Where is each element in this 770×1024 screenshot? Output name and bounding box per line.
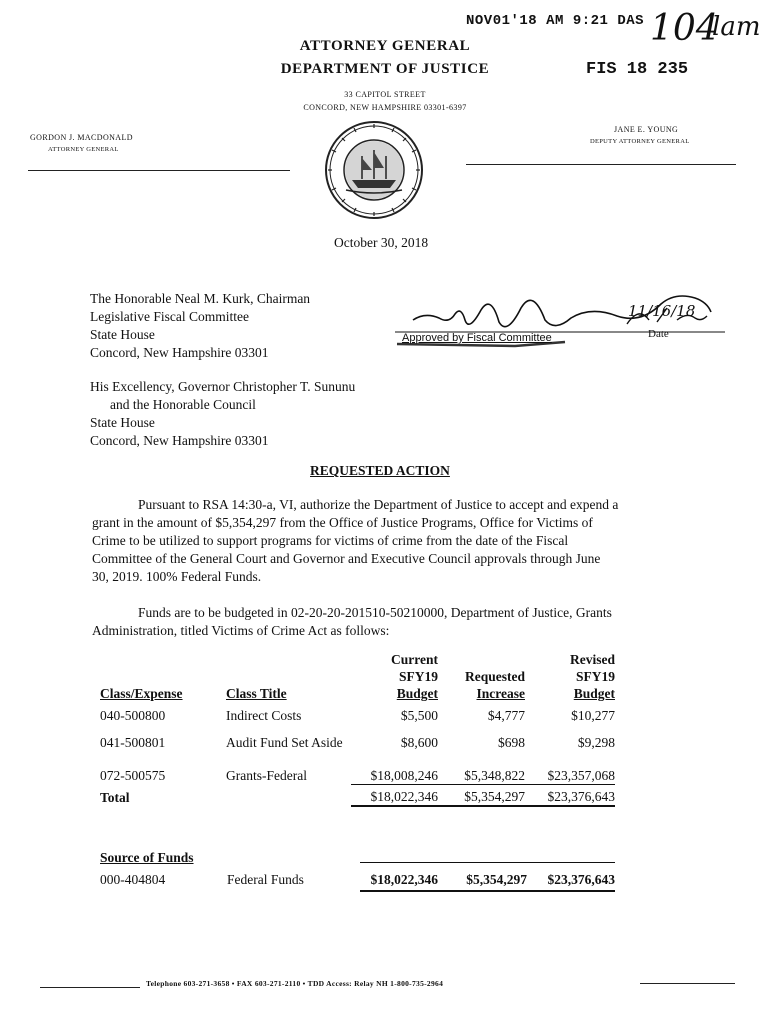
department-name: DEPARTMENT OF JUSTICE — [280, 61, 490, 77]
table-total-row — [100, 784, 615, 806]
source-code: 000-404804 — [100, 872, 166, 887]
street-address: 33 CAPITOL STREET — [344, 90, 426, 99]
footer-contact: Telephone 603-271-3658 • FAX 603-271-2110 • TDD Access: Relay NH 1-800-735-2964 — [146, 979, 444, 988]
source-increase: $5,354,297 — [466, 872, 527, 887]
budget-table — [100, 644, 615, 807]
source-of-funds-heading: Source of Funds — [100, 850, 194, 865]
table-row — [100, 724, 615, 762]
table-header-row — [100, 644, 615, 702]
attorney-general-title: ATTORNEY GENERAL — [48, 146, 119, 153]
paragraph1-line2: grant in the amount of $5,354,297 from the Office of Justice Programs, Office for Victims of — [92, 515, 593, 530]
col-header-increase: Requested Increase — [465, 669, 525, 701]
footer-right-rule — [640, 983, 735, 984]
total-current: $18,022,346 — [351, 784, 438, 806]
row-increase: $5,348,822 — [464, 767, 525, 783]
paragraph1-line4: Committee of the General Court and Governor and Executive Council approvals through June — [92, 551, 601, 566]
paragraph2-line1: Funds are to be budgeted in 02-20-20-201510-50210000, Department of Justice, Grants — [138, 605, 612, 620]
row-code: 040-500800 — [100, 708, 166, 723]
row-title: Grants-Federal — [226, 768, 307, 783]
left-rule — [28, 170, 290, 171]
col-header-revised: Revised SFY19 Budget — [570, 652, 615, 701]
addressee2-council: and the Honorable Council — [110, 397, 256, 412]
letter-date: October 30, 2018 — [334, 235, 429, 250]
right-rule — [466, 164, 736, 165]
city-address: CONCORD, NEW HAMPSHIRE 03301-6397 — [303, 103, 467, 112]
addressee1-city: Concord, New Hampshire 03301 — [90, 345, 269, 360]
row-code: 072-500575 — [100, 768, 166, 783]
paragraph2-line2: Administration, titled Victims of Crime Act as follows: — [92, 623, 390, 638]
deputy-title: DEPUTY ATTORNEY GENERAL — [590, 138, 690, 145]
approved-by-fiscal-committee-stamp: Approved by Fiscal Committee — [402, 332, 552, 344]
addressee2-city: Concord, New Hampshire 03301 — [90, 433, 269, 448]
handwritten-item-number: 104 — [650, 8, 719, 49]
row-title: Audit Fund Set Aside — [226, 735, 343, 750]
addressee1-name: The Honorable Neal M. Kurk, Chairman — [90, 291, 311, 306]
received-date-stamp: NOV01'18 AM 9:21 DAS — [466, 13, 645, 29]
deputy-name: JANE E. YOUNG — [614, 125, 679, 134]
total-increase: $5,354,297 — [438, 784, 525, 806]
addressee2-building: State House — [90, 415, 155, 430]
state-seal — [324, 120, 424, 220]
handwritten-approval-date: 11/16/18 — [628, 302, 696, 320]
requested-action-heading: REQUESTED ACTION — [310, 463, 450, 478]
footer-left-rule — [40, 987, 140, 988]
source-top-rule — [360, 862, 615, 863]
agency-name: ATTORNEY GENERAL — [299, 38, 471, 54]
fis-number-stamp: FIS 18 235 — [586, 60, 689, 79]
row-increase: $698 — [498, 735, 525, 750]
attorney-general-name: GORDON J. MACDONALD — [30, 133, 133, 142]
source-bottom-rule — [360, 890, 615, 892]
table-row — [100, 762, 615, 784]
approval-date-label: Date — [648, 328, 669, 340]
col-header-class: Class/Expense — [100, 686, 183, 701]
source-title: Federal Funds — [227, 872, 304, 887]
row-title: Indirect Costs — [226, 708, 302, 723]
row-current: $18,008,246 — [370, 767, 438, 783]
addressee2-name: His Excellency, Governor Christopher T. Sununu — [90, 379, 356, 394]
col-header-current: Current SFY19 Budget — [391, 652, 438, 701]
handwritten-initials: lam — [712, 12, 761, 42]
addressee1-building: State House — [90, 327, 155, 342]
source-revised: $23,376,643 — [547, 872, 615, 887]
paragraph1-line3: Crime to be utilized to support programs for victims of crime from the date of the Fiscal — [92, 533, 569, 548]
addressee1-committee: Legislative Fiscal Committee — [90, 309, 249, 324]
row-code: 041-500801 — [100, 735, 166, 750]
row-revised: $23,357,068 — [547, 767, 615, 783]
row-current: $5,500 — [400, 708, 438, 723]
row-increase: $4,777 — [487, 708, 525, 723]
total-revised: $23,376,643 — [525, 784, 615, 806]
col-header-title: Class Title — [226, 686, 287, 701]
paragraph1-line1: Pursuant to RSA 14:30-a, VI, authorize the Department of Justice to accept and expend a — [138, 497, 619, 512]
row-revised: $10,277 — [571, 708, 615, 723]
source-current: $18,022,346 — [370, 872, 438, 887]
row-revised: $9,298 — [577, 735, 615, 750]
total-label: Total — [100, 790, 130, 805]
row-current: $8,600 — [400, 735, 438, 750]
table-row — [100, 702, 615, 724]
paragraph1-line5: 30, 2019. 100% Federal Funds. — [92, 569, 262, 584]
